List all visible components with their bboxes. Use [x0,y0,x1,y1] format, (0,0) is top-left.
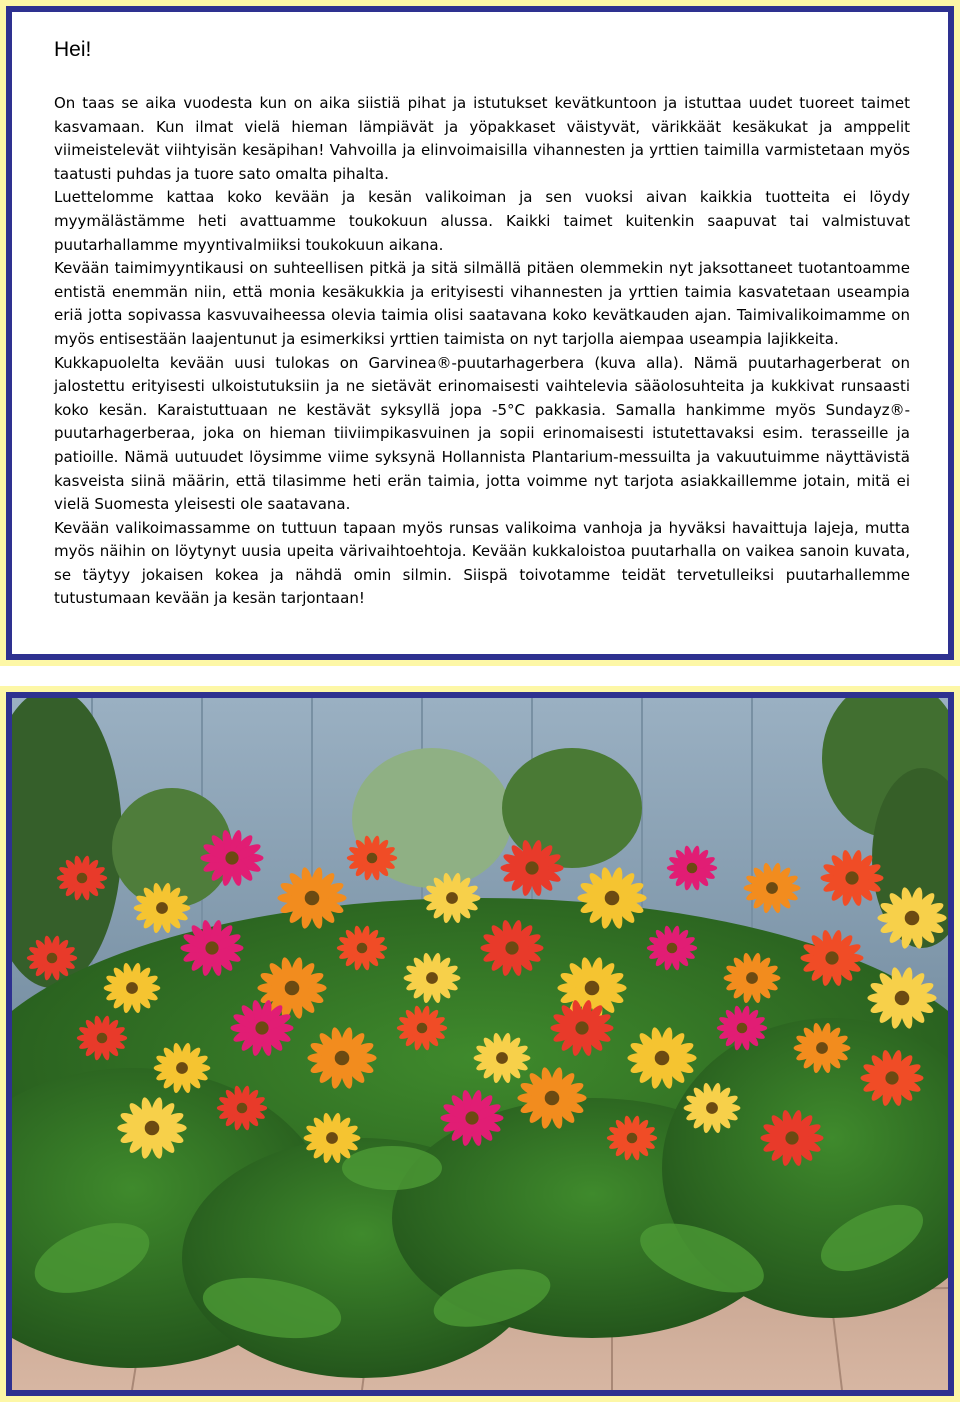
photo-panel [6,692,954,1396]
letter-frame [0,0,960,666]
paragraph-season: Kevään taimimyyntikausi on suhteellisen pitkä ja sitä silmällä pitäen olemmekin nyt jaksottaneet tuotantoamme entistä enemmän niin, että monia kesäkukkia ja erityisesti vihannesten ja yrttien taimia kasvatetaan useampia eriä jotta sopivassa kasvuvaiheessa olevia taimia olisi saatavana koko kevätkauden ajan. Taimivalikoimamme on myös entisestään laajentunut ja esimerkiksi yrttien taimista on nyt tarjolla aiempaa useampia lajikkeita. [54,259,910,348]
letter-body [54,92,910,611]
gerbera-photo [12,698,948,1390]
paragraph-intro: On taas se aika vuodesta kun on aika siistiä pihat ja istutukset kevätkuntoon ja istuttaa uudet tuoreet taimet kasvamaan. Kun ilmat vielä hieman lämpiävät ja yöpakkaset väistyvät, värikkäät kesäkukat ja amppelit viimeistelevät viihtyisän kesäpihan! Vahvoilla ja elinvoimaisilla vihannesten ja yrttien taimilla varmistetaan myös taatusti puhdas ja tuore sato omalta pihalta. [54,94,910,183]
photo-frame [0,686,960,1402]
paragraph-gerbera: Kukkapuolelta kevään uusi tulokas on Garvinea®-puutarhagerbera (kuva alla). Nämä puutarhagerberat on jalostettu erityisesti ulkoistutuksiin ja ne sietävät erinomaisesti vaihtelevia sääolosuhteita ja kukkivat runsaasti koko kesän. Karaistuttuaan ne kestävät syksyllä jopa -5°C pakkasia. Samalla hankimme myös Sundayz®-puutarhagerberaa, joka on hieman tiiviimpikasvuinen ja sopii erinomaisesti istutettavaksi esim. terasseille ja patioille. Nämä uutuudet löysimme viime syksynä Hollannista Plantarium-messuilta ja vakuutuimme näyttävistä kasveista siinä määrin, että tilasimme heti erän taimia, jotta voimme nyt tarjota asiakkaillemme jotain, mitä ei vielä Suomesta yleisesti ole saatavana. [54,353,910,514]
greeting: Hei! [54,38,92,61]
letter-panel [6,6,954,660]
paragraph-welcome: Kevään valikoimassamme on tuttuun tapaan myös runsas valikoima vanhoja ja hyväksi havaittuja lajeja, mutta myös näihin on löytynyt uusia upeita värivaihtoehtoja. Kevään kukkaloistoa puutarhalla on vaikea sanoin kuvata, se täytyy jokaisen kokea ja nähdä omin silmin. Siispä toivotamme teidät tervetulleiksi puutarhallemme tutustumaan kevään ja kesän tarjontaan! [54,518,910,608]
paragraph-catalogue: Luettelomme kattaa koko kevään ja kesän valikoiman ja sen vuoksi aivan kaikkia tuotteita ei löydy myymälästämme heti avattuamme toukokuun alussa. Kaikki taimet kuitenkin saapuvat tai valmistuvat puutarhallamme myyntivalmiiksi toukokuun aikana. [54,188,910,254]
